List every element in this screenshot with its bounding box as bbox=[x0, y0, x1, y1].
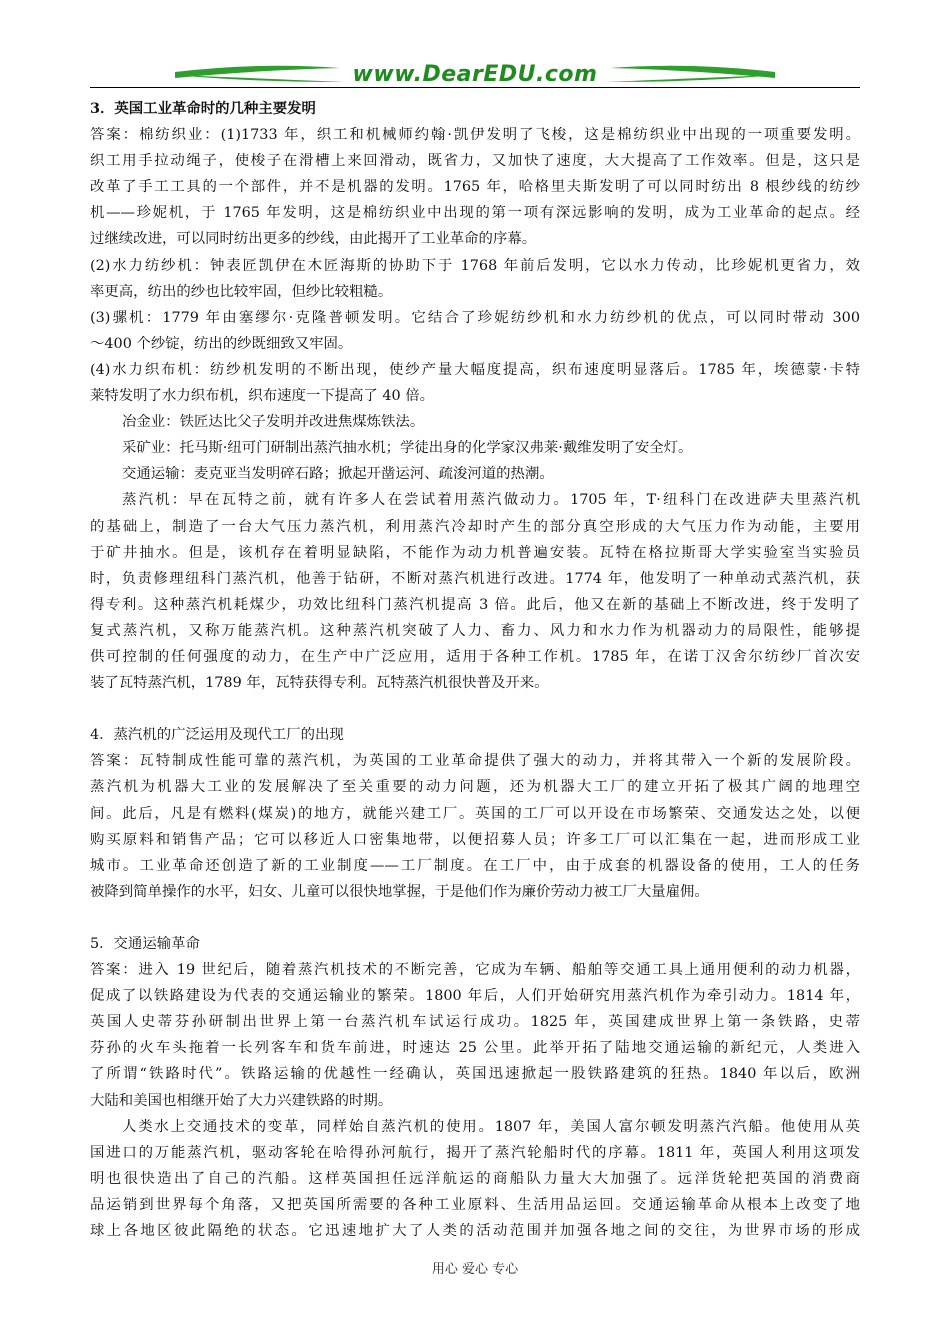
blank-line bbox=[90, 696, 860, 722]
paragraph-line: 于矿井抽水。但是，该机存在着明显缺陷，不能作为动力机普遍安装。瓦特在格拉斯哥大学实验室当实验员 bbox=[90, 544, 860, 561]
section-heading: 5．交通运输革命 bbox=[90, 936, 200, 952]
header-rule bbox=[90, 87, 860, 88]
paragraph-line: 率更高，纺出的纱也比较牢固，但纱比较粗糙。 bbox=[90, 283, 393, 300]
paragraph-line: 国进口的万能蒸汽机，驱动客轮在哈得孙河航行，揭开了蒸汽轮船时代的序幕。1811 年，英国人利用这项发 bbox=[90, 1144, 860, 1161]
paragraph-line: 复式蒸汽机，又称万能蒸汽机。这种蒸汽机突破了人力、畜力、风力和水力作为机器动力的局限性，能够提 bbox=[90, 622, 860, 639]
paragraph-line: 英国人史蒂芬孙研制出世界上第一台蒸汽机车试运行成功。1825 年，英国建成世界上第一条铁路，史蒂 bbox=[90, 1014, 860, 1031]
blank-line bbox=[90, 905, 860, 931]
paragraph-line: ～400 个纱锭，纺出的纱既细致又牢固。 bbox=[90, 335, 353, 352]
paragraph-line: 购买原料和销售产品；它可以移近人口密集地带，以便招募人员；许多工厂可以汇集在一起，进而形成工业 bbox=[90, 831, 860, 848]
document-body bbox=[90, 96, 860, 1244]
paragraph-line: 答案：进入 19 世纪后，随着蒸汽机技术的不断完善，它成为车辆、船舶等交通工具上通用便利的动力机器， bbox=[90, 962, 860, 979]
paragraph-line: 人类水上交通技术的变革，同样始自蒸汽机的使用。1807 年，美国人富尔顿发明蒸汽汽船。他使用从英 bbox=[122, 1118, 860, 1135]
paragraph-line: 的基础上，制造了一台大气压力蒸汽机，利用蒸汽冷却时产生的部分真空形成的大气压力作为动能，主要用 bbox=[90, 518, 860, 535]
paragraph-line: (3)骡机：1779 年由塞缪尔·克隆普顿发明。它结合了珍妮纺纱机和水力纺纱机的优点，可以同时带动 300 bbox=[90, 309, 860, 326]
paragraph-line: 莱特发明了水力织布机，织布速度一下提高了 40 倍。 bbox=[90, 388, 435, 405]
paragraph-line: 时，负责修理纽科门蒸汽机，他善于钻研，不断对蒸汽机进行改进。1774 年，他发明了一种单动式蒸汽机，获 bbox=[90, 570, 860, 587]
paragraph-line: 被降到简单操作的水平，妇女、儿童可以很快地掌握，于是他们作为廉价劳动力被工厂大量雇佣。 bbox=[90, 883, 709, 900]
paragraph-line: 织工用手拉动绳子，使梭子在滑槽上来回滑动，既省力，又加快了速度，大大提高了工作效率。但是，这只是 bbox=[90, 153, 860, 170]
paragraph-line: 球上各地区彼此隔绝的状态。它迅速地扩大了人类的活动范围并加强各地之间的交往，为世界市场的形成 bbox=[90, 1223, 860, 1240]
page-footer: 用心 爱心 专心 bbox=[431, 1262, 519, 1277]
paragraph-line: 装了瓦特蒸汽机，1789 年，瓦特获得专利。瓦特蒸汽机很快普及开来。 bbox=[90, 675, 549, 692]
logo-text: www.DearEDU.com bbox=[352, 62, 598, 87]
paragraph-line: 蒸汽机：早在瓦特之前，就有许多人在尝试着用蒸汽做动力。1705 年，T·纽科门在改进萨夫里蒸汽机 bbox=[122, 492, 860, 509]
paragraph-line: 机——珍妮机，于 1765 年发明，这是棉纺织业中出现的第一项有深远影响的发明，成为工业革命的起点。经 bbox=[90, 205, 860, 222]
paragraph-line: 答案：棉纺织业：(1)1733 年，织工和机械师约翰·凯伊发明了飞梭，这是棉纺织业中出现的一项重要发明。 bbox=[90, 127, 860, 144]
paragraph-line: 促成了以铁路建设为代表的交通运输业的繁荣。1800 年后，人们开始研究用蒸汽机作为牵引动力。1814 年， bbox=[90, 988, 860, 1005]
section-heading: 4．蒸汽机的广泛运用及现代工厂的出现 bbox=[90, 727, 344, 744]
paragraph-line: 大陆和美国也相继开始了大力兴建铁路的时期。 bbox=[90, 1092, 393, 1109]
paragraph-line: 答案：瓦特制成性能可靠的蒸汽机，为英国的工业革命提供了强大的动力，并将其带入一个新的发展阶段。 bbox=[90, 753, 860, 770]
paragraph-line: 品运销到世界每个角落，又把英国所需要的各种工业原料、生活用品运回。交通运输革命从根本上改变了地 bbox=[90, 1196, 860, 1213]
paragraph-line: 芬孙的火车头拖着一长列客车和货车前进，时速达 25 公里。此举开拓了陆地交通运输的新纪元，人类进入 bbox=[90, 1040, 860, 1057]
paragraph-line: (2)水力纺纱机：钟表匠凯伊在木匠海斯的协助下于 1768 年前后发明，它以水力传动，比珍妮机更省力，效 bbox=[90, 257, 860, 274]
paragraph-line: 城市。工业革命还创造了新的工业制度——工厂制度。在工厂中，由于成套的机器设备的使用，工人的任务 bbox=[90, 857, 860, 874]
paragraph-line: 明也很快造出了自己的汽船。这样英国担任远洋航运的商船队力量大大加强了。远洋货轮把英国的消费商 bbox=[90, 1170, 860, 1187]
paragraph-line: 过继续改进，可以同时纺出更多的纱线，由此揭开了工业革命的序幕。 bbox=[90, 231, 537, 248]
site-header-logo bbox=[90, 58, 860, 94]
paragraph-line: 交通运输：麦克亚当发明碎石路；掀起开凿运河、疏浚河道的热潮。 bbox=[122, 466, 554, 483]
paragraph-line: 改革了手工工具的一个部件，并不是机器的发明。1765 年，哈格里夫斯发明了可以同时纺出 8 根纱线的纺纱 bbox=[90, 179, 860, 196]
paragraph-line: 采矿业：托马斯·纽可门研制出蒸汽抽水机；学徒出身的化学家汉弗莱·戴维发明了安全灯。 bbox=[122, 440, 693, 457]
paragraph-line: 得专利。这种蒸汽机耗煤少，功效比纽科门蒸汽机提高 3 倍。此后，他又在新的基础上不断改进，终于发明了 bbox=[90, 596, 860, 613]
paragraph-line: 供可控制的任何强度的动力，在生产中广泛应用，适用于各种工作机。1785 年，在诺丁汉舍尔纺纱厂首次安 bbox=[90, 648, 860, 665]
paragraph-line: (4)水力织布机：纺纱机发明的不断出现，使纱产量大幅度提高，织布速度明显落后。1785 年，埃德蒙·卡特 bbox=[90, 361, 860, 378]
paragraph-line: 间。此后，凡是有燃料(煤炭)的地方，就能兴建工厂。英国的工厂可以开设在市场繁荣、交通发达之处，以便 bbox=[90, 805, 860, 822]
paragraph-line: 了所谓“铁路时代”。铁路运输的优越性一经确认，英国迅速掀起一股铁路建筑的狂热。1840 年以后，欧洲 bbox=[90, 1066, 860, 1083]
paragraph-line: 蒸汽机为机器大工业的发展解决了至关重要的动力问题，还为机器大工厂的建立开拓了极其广阔的地理空 bbox=[90, 779, 860, 796]
section-heading: 3．英国工业革命时的几种主要发明 bbox=[90, 100, 316, 117]
paragraph-line: 冶金业：铁匠达比父子发明并改进焦煤炼铁法。 bbox=[122, 414, 425, 431]
